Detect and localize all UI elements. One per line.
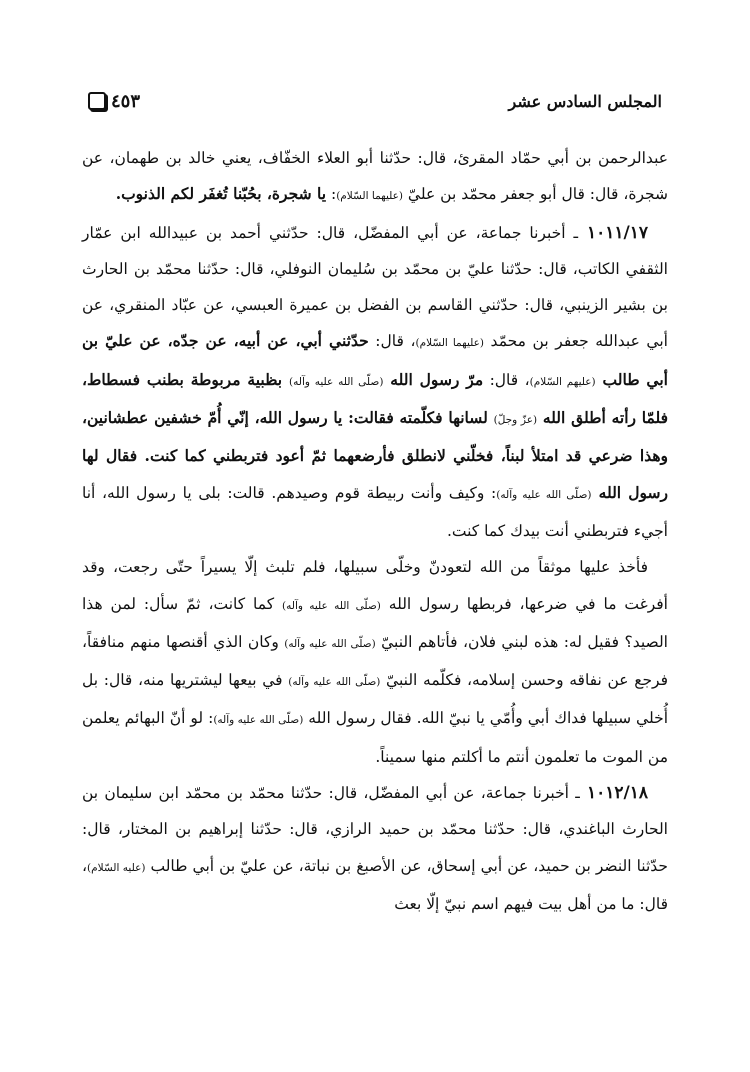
text-segment: ، قال: <box>483 370 530 389</box>
text-segment: : وكيف وأنت ربيطة قوم وصيدهم. قالت: بلى يا رسول الله، أنا أجيء فتربطني أنت بيدك كما كنت. <box>82 483 668 540</box>
text-segment: في بيعها ليشتريها منه، قال: بل أُخلي سبيلها فداك أبي وأُمّي يا نبيّ الله. فقال رسول الله <box>82 671 668 728</box>
square-box-icon <box>88 92 106 110</box>
text-segment: : لو أنّ البهائم يعلمن من الموت ما تعلمون أنتم ما أكلتم منها سميناً. <box>82 709 668 766</box>
chapter-title: المجلس السادس عشر <box>508 91 662 111</box>
honorific: (صلّى الله عليه وآله) <box>282 599 381 612</box>
honorific: (صلّى الله عليه وآله) <box>288 676 381 689</box>
text-segment: لسانها فكلّمته فقالت: يا رسول الله، إنّي أُمّ خشفين عطشانين، وهذا ضرعي قد امتلأ لبناً، فخلّني لانطلق فأرضعهما ثمّ أعود فتربطني كما كنت. فقال لها رسول الله <box>82 408 668 502</box>
running-header <box>88 86 662 116</box>
paragraph <box>82 775 668 922</box>
text-segment: ـ أخبرنا جماعة، عن أبي المفضّل، قال: حدّثني أحمد بن عبيدالله ابن عمّار الثقفي الكاتب، قال: حدّثنا عليّ بن محمّد بن سُليمان النوفلي، قال: حدّثنا محمّد بن الحارث بن بشير الزينبي، قال: حدّثني القاسم بن الفضل بن عميرة العبسي، عن عبّاد المنقري، عن أبي عبدالله جعفر بن محمّد <box>82 223 668 351</box>
page-number: ٤٥٣ <box>111 90 141 112</box>
honorific: (عليهم السّلام) <box>529 375 596 388</box>
page-number-block <box>88 91 140 112</box>
text-segment: بظبية مربوطة بطنب فسطاط، فلمّا رأته أطلق الله <box>82 369 668 428</box>
text-segment: عبدالرحمن بن أبي حمّاد المقرئ، قال: حدّثنا أبو العلاء الخفّاف، يعني خالد بن طهمان، عن شجرة، قال: قال أبو جعفر محمّد بن عليّ <box>82 149 668 204</box>
honorific: (صلّى الله عليه وآله) <box>289 375 384 388</box>
text-segment: : <box>326 185 337 204</box>
text-segment: يا شجرة، بحُبّنا تُغفَر لكم الذنوب. <box>115 184 327 204</box>
hadith-number: ١٠١١/١٧ <box>578 222 648 243</box>
text-segment: كما كانت، ثمّ سأل: لمن هذا الصيد؟ فقيل له: هذه لبني فلان، فأتاهم النبيّ <box>82 594 668 651</box>
honorific: (عزّ وجلّ) <box>493 414 538 427</box>
paragraph <box>82 215 668 550</box>
text-segment: فأخذ عليها موثقاً من الله لتعودنّ وخلّى سبيلها، فلم تلبث إلّا يسيراً حتّى رجعت، وقد أفرغت ما في ضرعها، فربطها رسول الله <box>82 558 668 613</box>
text-segment: مرّ رسول الله <box>383 369 484 389</box>
honorific: (صلّى الله عليه وآله) <box>496 488 592 501</box>
text-segment: حدّثني أبي، عن أبيه، عن جدّه، عن عليّ بن أبي طالب <box>82 331 668 389</box>
paragraph <box>82 549 668 775</box>
text-segment: ـ أخبرنا جماعة، عن أبي المفضّل، قال: حدّثنا محمّد بن محمّد ابن سليمان بن الحارث الباغندي، قال: حدّثنا محمّد بن حميد الرازي، قال: حدّثنا إبراهيم بن المختار، قال: حدّثنا النضر بن حميد، عن أبي إسحاق، عن الأصبغ بن نباتة، عن عليّ بن أبي طالب <box>82 784 668 875</box>
honorific: (عليه السّلام) <box>87 861 146 874</box>
honorific: (عليهما السّلام) <box>415 337 484 350</box>
text-segment: وكان الذي أقنصها منهم منافقاً، فرجع عن نفاقه وحسن إسلامه، فكلّمه النبيّ <box>82 632 668 690</box>
paragraph <box>82 140 668 215</box>
page-body <box>82 140 668 1002</box>
honorific: (عليهما السّلام) <box>336 190 403 203</box>
honorific: (صلّى الله عليه وآله) <box>284 637 376 650</box>
honorific: (صلّى الله عليه وآله) <box>213 714 304 727</box>
text-segment: ، قال: <box>368 332 416 351</box>
text-segment: ، قال: ما من أهل بيت فيهم اسم نبيّ إلّا بعث <box>82 856 668 913</box>
hadith-number: ١٠١٢/١٨ <box>579 783 648 804</box>
